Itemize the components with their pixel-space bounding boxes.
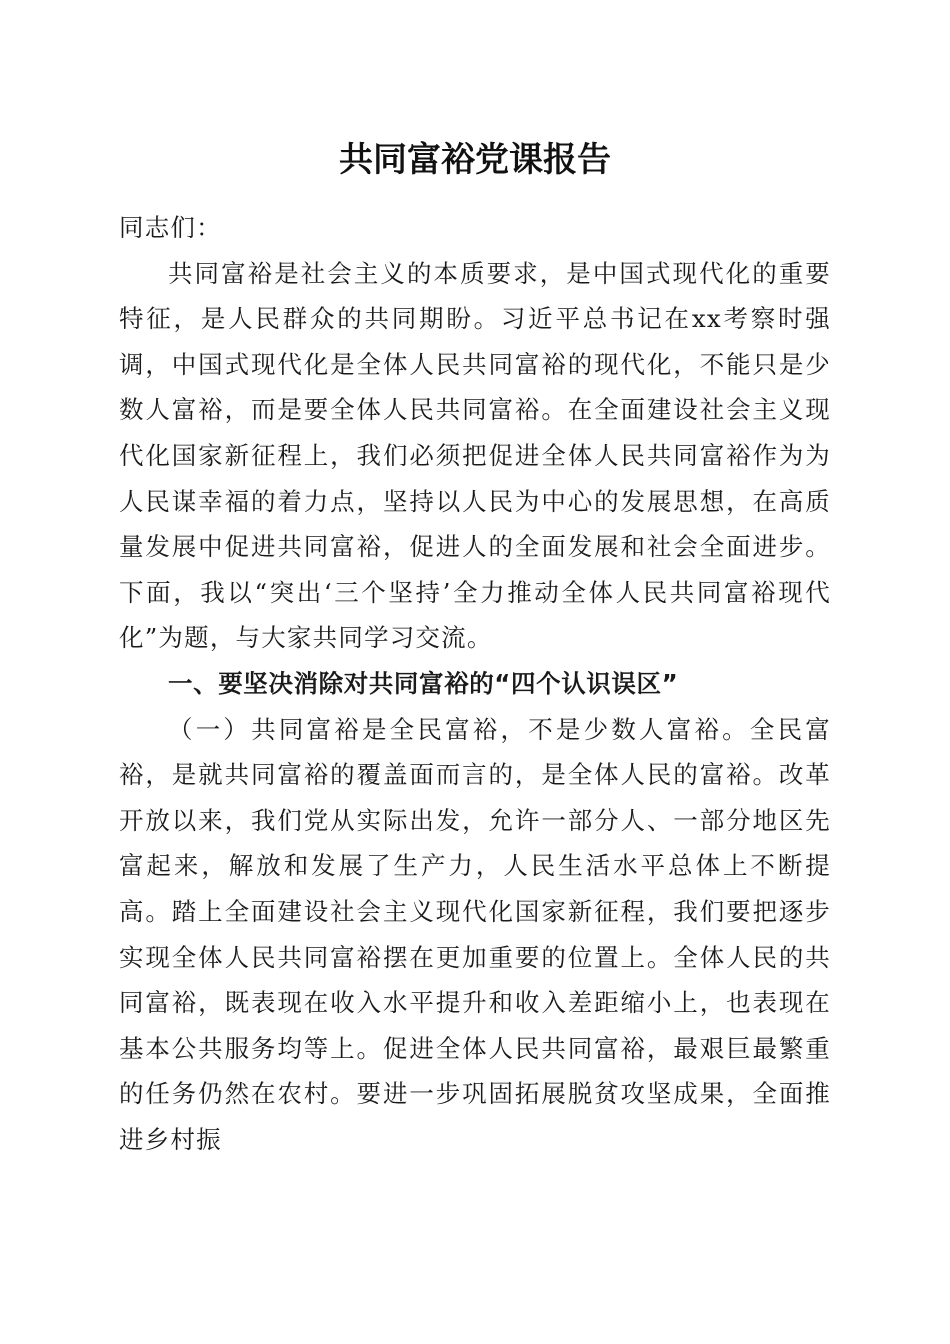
document-body	[119, 205, 831, 1162]
subsection-paragraph: （一）共同富裕是全民富裕，不是少数人富裕。全民富裕，是就共同富裕的覆盖面而言的，是全体人民的富裕。改革开放以来，我们党从实际出发，允许一部分人、一部分地区先富起来，解放和发展了生产力，人民生活水平总体上不断提高。踏上全面建设社会主义现代化国家新征程，我们要把逐步实现全体人民共同富裕摆在更加重要的位置上。全体人民的共同富裕，既表现在收入水平提升和收入差距缩小上，也表现在基本公共服务均等上。促进全体人民共同富裕，最艰巨最繁重的任务仍然在农村。要进一步巩固拓展脱贫攻坚成果，全面推进乡村振	[119, 714, 831, 1154]
section-heading: 一、要坚决消除对共同富裕的“四个认识误区”	[168, 668, 679, 698]
salutation: 同志们：	[119, 213, 222, 242]
document-title: 共同富裕党课报告	[339, 140, 611, 180]
intro-paragraph: 共同富裕是社会主义的本质要求，是中国式现代化的重要特征，是人民群众的共同期盼。习近平总书记在xx考察时强调，中国式现代化是全体人民共同富裕的现代化，不能只是少数人富裕，而是要全体人民共同富裕。在全面建设社会主义现代化国家新征程上，我们必须把促进全体人民共同富裕作为为人民谋幸福的着力点，坚持以人民为中心的发展思想，在高质量发展中促进共同富裕，促进人的全面发展和社会全面进步。下面，我以“突出‘三个坚持’全力推动全体人民共同富裕现代化”为题，与大家共同学习交流。	[119, 258, 831, 653]
